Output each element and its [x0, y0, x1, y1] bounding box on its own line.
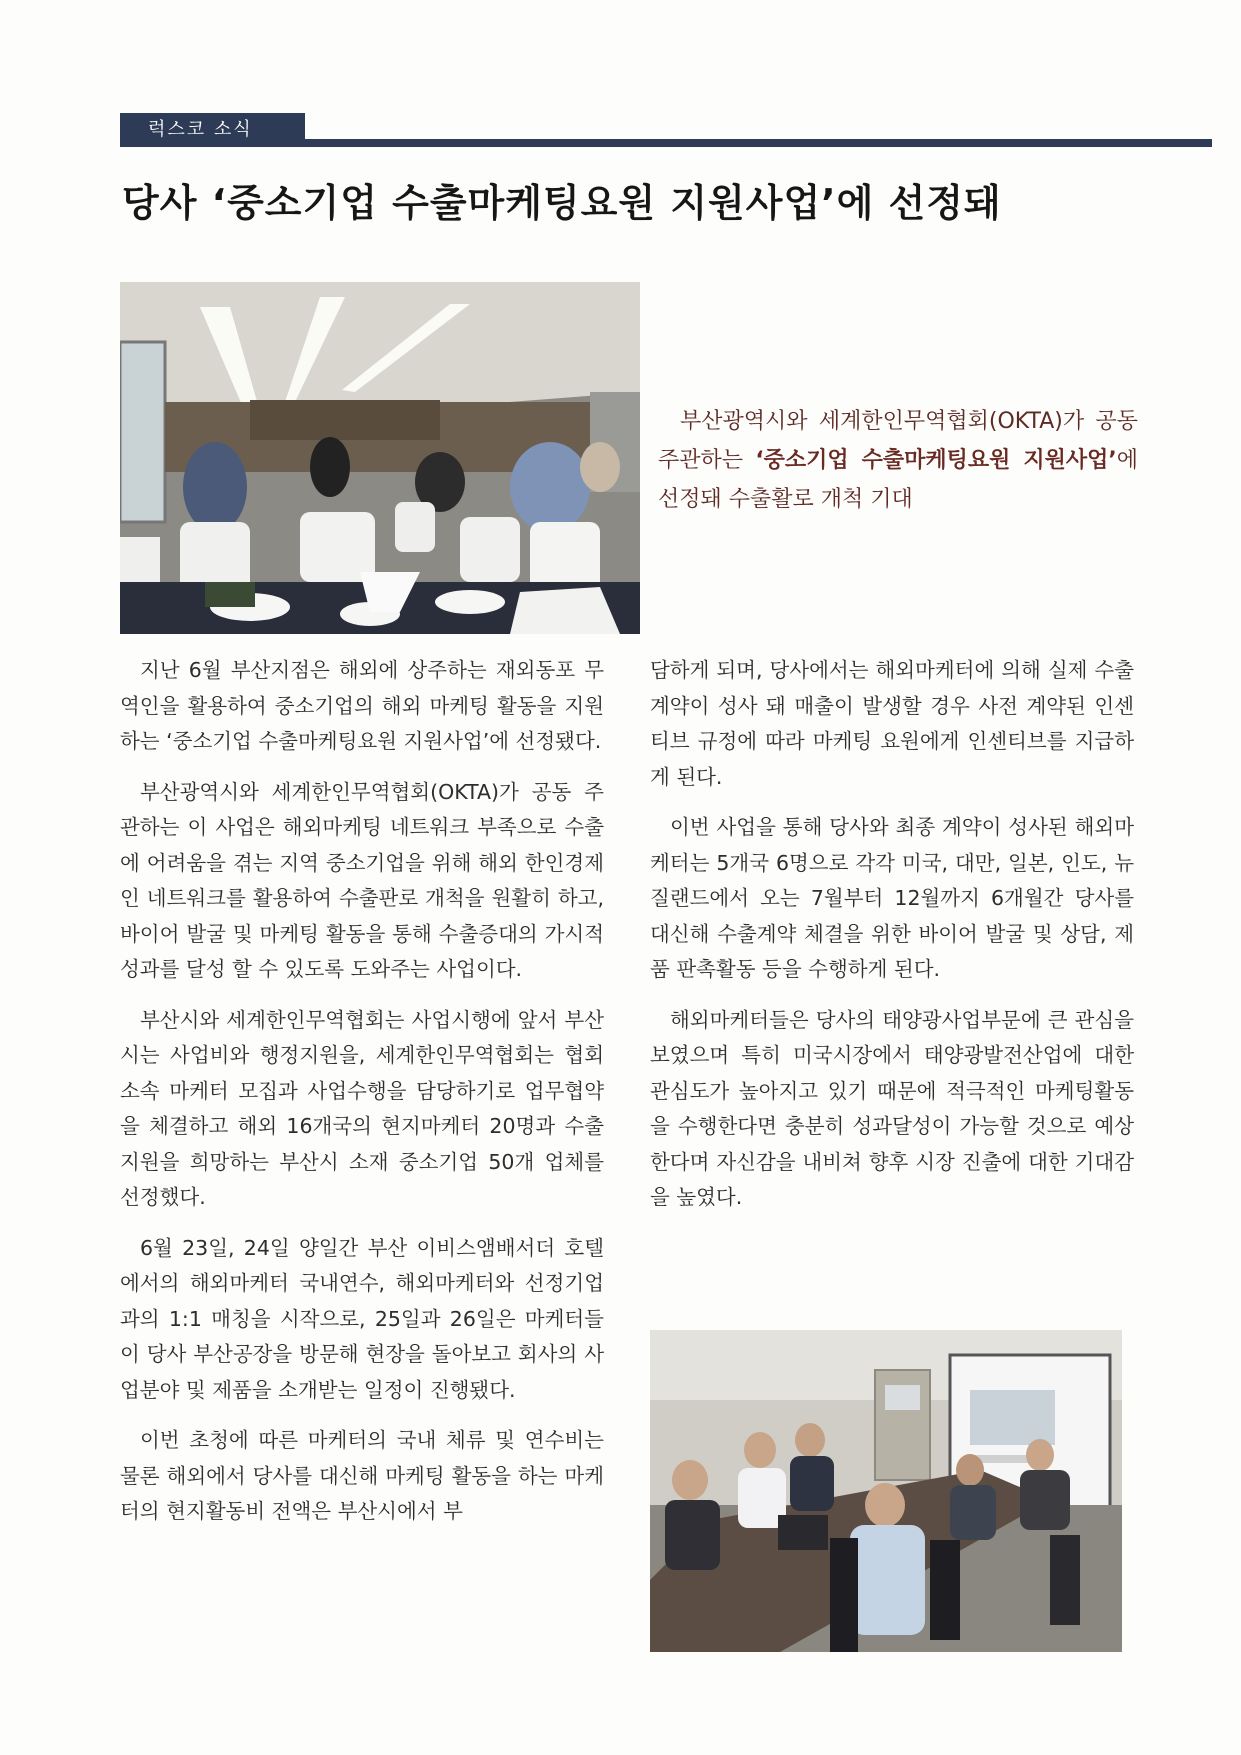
- meeting-photo: [650, 1330, 1122, 1652]
- body-paragraph: 이번 초청에 따른 마케터의 국내 체류 및 연수비는 물론 해외에서 당사를 대신해 마케팅 활동을 하는 마케터의 현지활동비 전액은 부산시에서 부: [120, 1428, 604, 1523]
- body-paragraph: 해외마케터들은 당사의 태양광사업부문에 큰 관심을 보였으며 특히 미국시장에서 태양광발전산업에 대한 관심도가 높아지고 있기 때문에 적극적인 마케팅활동을 수행한다면 충분히 성과달성이 가능할 것으로 예상한다며 자신감을 내비쳐 향후 시장 진출에 대한 기대감을 높였다.: [650, 1007, 1134, 1209]
- lead-summary: [658, 402, 1138, 519]
- body-paragraph: 지난 6월 부산지점은 해외에 상주하는 재외동포 무역인을 활용하여 중소기업의 해외 마케팅 활동을 지원하는 ‘중소기업 수출마케팅요원 지원사업’에 선정됐다.: [120, 658, 604, 753]
- body-paragraph: 6월 23일, 24일 양일간 부산 이비스앰배서더 호텔에서의 해외마케터 국내연수, 해외마케터와 선정기업과의 1:1 매칭을 시작으로, 25일과 26일은 마케터들이 당사 부산공장을 방문해 현장을 돌아보고 회사의 사업분야 및 제품을 소개받는 일정이 진행됐다.: [120, 1235, 604, 1402]
- section-divider: [305, 139, 1212, 147]
- body-paragraph: 부산광역시와 세계한인무역협회(OKTA)가 공동 주관하는 이 사업은 해외마케팅 네트워크 부족으로 수출에 어려움을 겪는 지역 중소기업을 위해 해외 한인경제인 네트워크를 활용하여 수출판로 개척을 원활히 하고, 바이어 발굴 및 마케팅 활동을 통해 수출증대의 가시적 성과를 달성 할 수 있도록 도와주는 사업이다.: [120, 779, 604, 981]
- lead-prefix: 부산광역시와 세계한인무역협회(OKTA)가 공동주관하는: [658, 409, 1138, 473]
- lead-suffix: 에 선정돼 수출활로 개척 기대: [658, 448, 1138, 512]
- section-label: 럭스코 소식: [120, 113, 305, 147]
- body-paragraph: 부산시와 세계한인무역협회는 사업시행에 앞서 부산시는 사업비와 행정지원을, 세계한인무역협회는 협회 소속 마케터 모집과 사업수행을 담당하기로 업무협약을 체결하고 해외 16개국의 현지마케터 20명과 수출 지원을 희망하는 부산시 소재 중소기업 50개 업체를 선정했다.: [120, 1007, 604, 1209]
- conference-photo: [120, 282, 640, 634]
- lead-highlight: ‘중소기업 수출마케팅요원 지원사업’: [755, 448, 1117, 473]
- body-column-left: [120, 653, 604, 1545]
- body-column-right: [650, 653, 1134, 1231]
- body-paragraph: 이번 사업을 통해 당사와 최종 계약이 성사된 해외마케터는 5개국 6명으로 각각 미국, 대만, 일본, 인도, 뉴질랜드에서 오는 7월부터 12월까지 6개월간 당사를 대신해 수출계약 체결을 위한 바이어 발굴 및 상담, 제품 판촉활동 등을 수행하게 된다.: [650, 815, 1134, 981]
- body-paragraph-continued: 담하게 되며, 당사에서는 해외마케터에 의해 실제 수출 계약이 성사 돼 매출이 발생할 경우 사전 계약된 인센티브 규정에 따라 마케팅 요원에게 인센티브를 지급하게 된다.: [650, 658, 1134, 789]
- section-header: [120, 113, 1212, 147]
- article-title: 당사 ‘중소기업 수출마케팅요원 지원사업’에 선정돼: [122, 181, 1002, 225]
